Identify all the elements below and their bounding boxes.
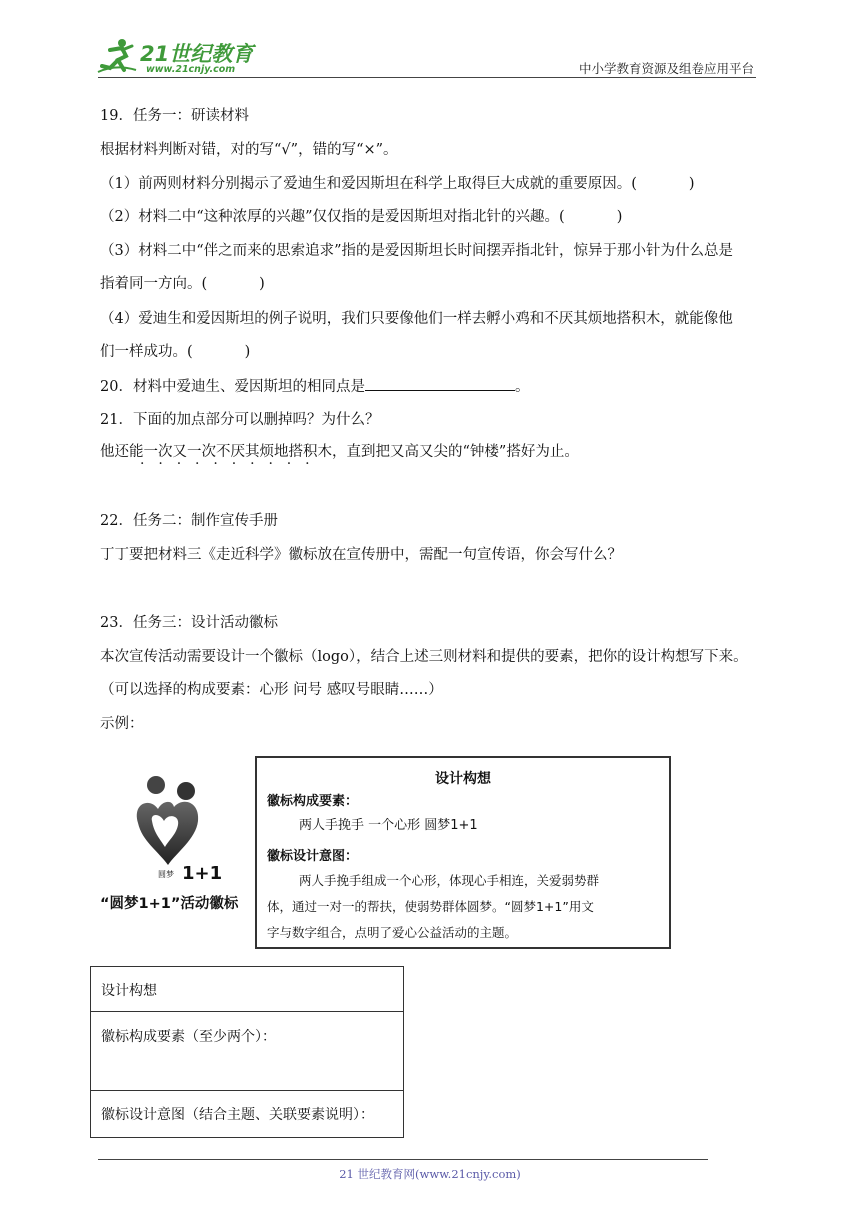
platform-name: 中小学教育资源及组卷应用平台 (578, 61, 754, 76)
example-label: 示例： (100, 716, 144, 732)
intent-line-1: 两人手挽手组成一个心形，体现心手相连，关爱弱势群 (299, 873, 600, 888)
q20 (100, 376, 529, 397)
q19-item-4-line2 (100, 342, 250, 362)
example-logo (128, 773, 223, 884)
intent-label: 徽标设计意图： (267, 849, 359, 864)
q19-item-1-text: （1）前两则材料分别揭示了爱迪生和爱因斯坦在科学上取得巨大成就的重要原因。( (100, 176, 637, 192)
q23-title: 23．任务三：设计活动徽标 (100, 615, 278, 631)
q19-item-3-text: 指着同一方向。( (100, 276, 208, 292)
logo-small-text: 圆梦 (158, 870, 174, 879)
emphasis-dots: ·········· (140, 456, 324, 472)
close-paren: ) (688, 176, 695, 192)
elements-label: 徽标构成要素： (267, 794, 359, 809)
logo-caption: “圆梦1+1”活动徽标 (100, 896, 239, 912)
example-box-title: 设计构想 (435, 771, 491, 787)
q19-item-4-text: 们一样成功。( (100, 344, 193, 360)
footer-divider (98, 1159, 708, 1160)
close-paren: ) (244, 344, 251, 360)
footer-link[interactable]: 21 世纪教育网(www.21cnjy.com) (339, 1167, 521, 1181)
site-logo (96, 36, 261, 78)
table-row-title: 设计构想 (91, 967, 404, 1012)
q22-text: 丁丁要把材料三《走近科学》徽标放在宣传册中，需配一句宣传语，你会写什么？ (100, 547, 622, 563)
header-divider (98, 77, 756, 78)
q20-end: 。 (514, 379, 530, 395)
intent-line-3: 字与数字组合，点明了爱心公益活动的主题。 (267, 925, 518, 940)
q19-title: 19．任务一：研读材料 (100, 108, 249, 124)
elements-value: 两人手挽手 一个心形 圆梦1+1 (299, 818, 478, 833)
q19-item-3-line1: （3）材料二中“伴之而来的思索追求”指的是爱因斯坦长时间摆弄指北针，惊异于那小针为什么总是 (100, 243, 734, 259)
table-row-elements[interactable]: 徽标构成要素（至少两个）： (91, 1012, 404, 1091)
logo-big-text: 1+1 (182, 863, 223, 884)
close-paren: ) (259, 276, 265, 292)
intent-line-2: 体，通过一对一的帮扶，使弱势群体圆梦。“圆梦1+1”用文 (267, 899, 594, 914)
q21-title: 21．下面的加点部分可以删掉吗？为什么？ (100, 412, 380, 428)
design-answer-table (90, 966, 404, 1138)
q19-item-3-line2 (100, 274, 265, 294)
logo-main-text: 21世纪教育 (140, 42, 254, 66)
q19-item-1 (100, 174, 695, 194)
q23-text: 本次宣传活动需要设计一个徽标（logo），结合上述三则材料和提供的要素，把你的设计构想写下来。 (100, 649, 748, 665)
q21-sentence: 他还能一次又一次不厌其烦地搭积木，直到把又高又尖的“钟楼”搭好为止。 (100, 444, 579, 460)
table-row-intent[interactable]: 徽标设计意图（结合主题、关联要素说明）： (91, 1091, 404, 1138)
q20-text: 20．材料中爱迪生、爱因斯坦的相同点是 (100, 379, 365, 395)
q19-instruction: 根据材料判断对错，对的写“√”，错的写“×”。 (100, 142, 398, 158)
q19-item-2-text: （2）材料二中“这种浓厚的兴趣”仅仅指的是爱因斯坦对指北针的兴趣。( (100, 209, 565, 225)
q23-elements: （可以选择的构成要素：心形 问号 感叹号眼睛……） (100, 682, 443, 698)
heart-figures-logo-icon (128, 773, 223, 884)
q22-title: 22．任务二：制作宣传手册 (100, 513, 278, 529)
answer-blank-line[interactable] (365, 376, 515, 391)
logo-sub-text: www.21cnjy.com (146, 64, 236, 75)
q19-item-2 (100, 207, 622, 227)
q19-item-4-line1: （4）爱迪生和爱因斯坦的例子说明，我们只要像他们一样去孵小鸡和不厌其烦地搭积木，就能像他 (100, 311, 733, 327)
example-design-box (255, 756, 671, 949)
close-paren: ) (616, 209, 623, 225)
runner-logo-icon (96, 36, 136, 76)
